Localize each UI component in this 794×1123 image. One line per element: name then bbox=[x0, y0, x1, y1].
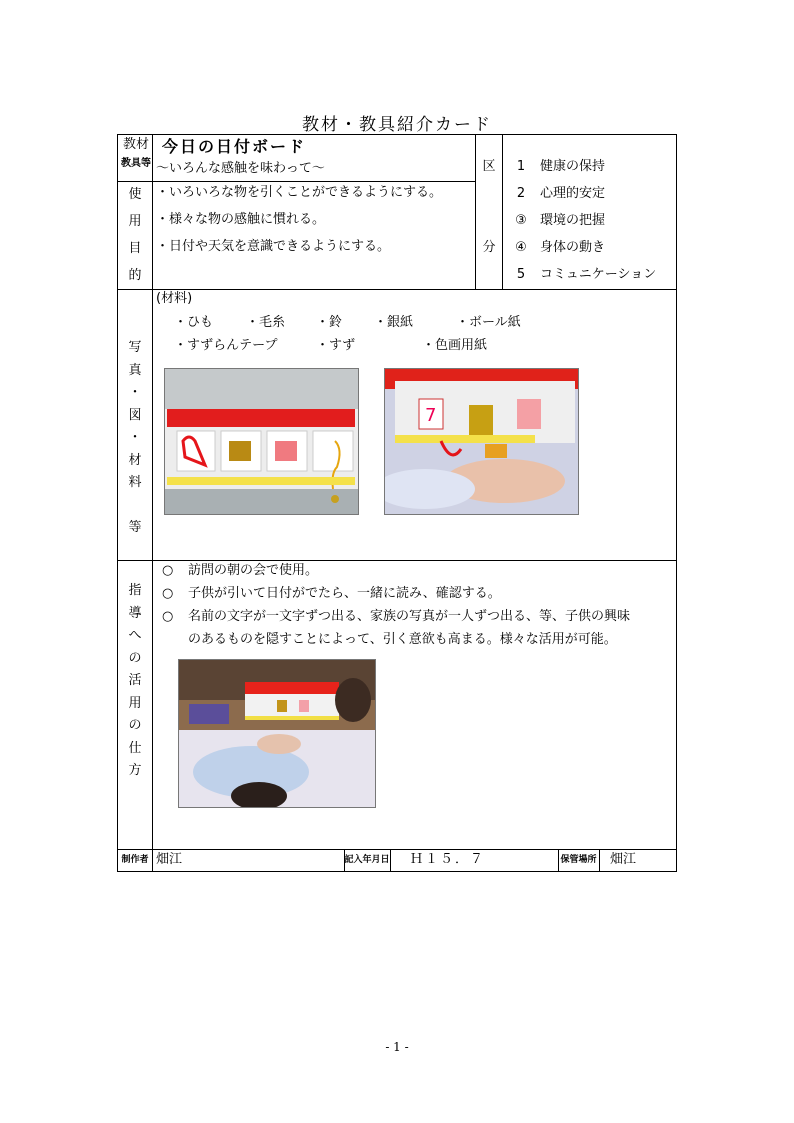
usage-text: 訪問の朝の会で使用。 bbox=[188, 563, 319, 578]
usage-label bbox=[118, 580, 152, 783]
material-name: 今日の日付ボード bbox=[162, 137, 307, 156]
category-mark: 1 bbox=[516, 159, 526, 174]
label-char: 料 bbox=[128, 475, 142, 490]
usage-mark: ○ bbox=[162, 609, 174, 624]
material-item: ・銀紙 bbox=[374, 315, 414, 330]
divider bbox=[152, 849, 153, 871]
label-char: 的 bbox=[128, 268, 142, 283]
materials-row-2 bbox=[156, 334, 656, 356]
maker-label: 制作者 bbox=[121, 855, 149, 865]
category-text: 環境の把握 bbox=[540, 213, 606, 228]
material-label-line1: 教材 bbox=[122, 137, 149, 152]
category-label-bottom: 分 bbox=[482, 240, 496, 255]
label-char: 活 bbox=[128, 673, 142, 688]
label-char: 仕 bbox=[128, 740, 142, 756]
divider bbox=[390, 849, 391, 871]
materials-heading: (材料) bbox=[156, 291, 193, 306]
date-value: Ｈ１５．７ bbox=[410, 852, 486, 867]
label-char: 真 bbox=[128, 362, 142, 378]
material-label-line2: 教具等 bbox=[121, 158, 151, 169]
category-label-top: 区 bbox=[482, 159, 496, 174]
category-item bbox=[508, 207, 674, 234]
divider bbox=[502, 135, 503, 289]
divider bbox=[118, 289, 676, 290]
material-item: ・すずらんテープ bbox=[174, 338, 278, 353]
category-text: 心理的安定 bbox=[540, 186, 606, 201]
category-item bbox=[508, 261, 674, 288]
label-char: 用 bbox=[128, 695, 142, 711]
category-mark: ④ bbox=[515, 240, 527, 255]
storage-value: 畑江 bbox=[610, 852, 637, 867]
category-item bbox=[508, 153, 674, 180]
label-char: 写 bbox=[128, 340, 142, 355]
divider bbox=[152, 135, 153, 849]
activity-photo-image bbox=[179, 660, 375, 807]
label-char: の bbox=[128, 650, 142, 666]
label-char: 使 bbox=[128, 187, 142, 202]
label-char: ・ bbox=[128, 430, 142, 445]
category-text: 健康の保持 bbox=[540, 159, 606, 174]
material-item: ・毛糸 bbox=[246, 315, 286, 330]
usage-photo bbox=[384, 368, 579, 515]
usage-mark: ○ bbox=[162, 563, 174, 578]
purpose-label bbox=[118, 181, 152, 289]
label-char: 材 bbox=[128, 452, 142, 468]
purpose-item: ・いろいろな物を引くことができるようにする。 bbox=[156, 185, 443, 200]
material-item: ・すず bbox=[316, 338, 356, 353]
usage-text: 名前の文字が一文字ずつ出る、家族の写真が一人ずつ出る、等、子供の興味 bbox=[188, 609, 631, 624]
label-char: 導 bbox=[128, 605, 142, 621]
material-item: ・色画用紙 bbox=[422, 338, 488, 353]
board-photo bbox=[164, 368, 359, 515]
usage-item bbox=[162, 605, 674, 628]
material-item: ・ボール紙 bbox=[456, 315, 521, 330]
category-text: コミュニケーション bbox=[540, 267, 657, 282]
usage-continuation: のあるものを隠すことによって、引く意欲も高まる。様々な活用が可能。 bbox=[188, 632, 617, 647]
material-item: ・ひも bbox=[174, 315, 214, 330]
label-char: ・ bbox=[128, 385, 142, 400]
board-photo-image bbox=[165, 369, 358, 514]
usage-item bbox=[162, 582, 674, 605]
label-char: 目 bbox=[128, 241, 142, 256]
label-char: へ bbox=[128, 628, 142, 643]
material-item: ・鈴 bbox=[316, 315, 343, 330]
category-mark: 5 bbox=[516, 267, 526, 282]
label-char: の bbox=[128, 718, 142, 733]
category-text: 身体の動き bbox=[540, 240, 606, 255]
date-label: 記入年月日 bbox=[344, 855, 390, 865]
usage-item bbox=[162, 559, 674, 582]
label-char: 等 bbox=[128, 520, 142, 535]
materials-row-1 bbox=[156, 311, 656, 333]
page-number: - 1 - bbox=[385, 1040, 409, 1054]
page-title: 教材・教具紹介カード bbox=[302, 115, 492, 135]
category-mark: 2 bbox=[516, 186, 526, 201]
category-list bbox=[508, 153, 674, 288]
svg-text:7: 7 bbox=[425, 405, 437, 426]
purpose-item: ・日付や天気を意識できるようにする。 bbox=[156, 239, 391, 254]
category-item bbox=[508, 234, 674, 261]
label-char bbox=[118, 495, 152, 518]
material-subtitle: ～いろんな感触を味わって～ bbox=[156, 161, 325, 176]
materials-label bbox=[118, 337, 152, 540]
storage-label: 保管場所 bbox=[560, 855, 597, 865]
maker-value: 畑江 bbox=[156, 852, 183, 867]
purpose-item: ・様々な物の感触に慣れる。 bbox=[156, 212, 326, 227]
divider bbox=[599, 849, 600, 871]
category-mark: ③ bbox=[515, 213, 527, 228]
usage-text: 子供が引いて日付がでたら、一緒に読み、確認する。 bbox=[188, 586, 501, 601]
category-item bbox=[508, 180, 674, 207]
label-char: 指 bbox=[128, 583, 142, 598]
label-char: 図 bbox=[128, 407, 142, 423]
label-char: 用 bbox=[128, 214, 142, 229]
usage-photo-image bbox=[385, 369, 578, 514]
usage-list bbox=[162, 559, 674, 651]
usage-mark: ○ bbox=[162, 586, 174, 601]
material-label bbox=[120, 135, 152, 173]
activity-photo bbox=[178, 659, 376, 808]
material-card bbox=[117, 134, 677, 872]
purpose-list bbox=[156, 179, 442, 260]
label-char: 方 bbox=[128, 763, 142, 778]
